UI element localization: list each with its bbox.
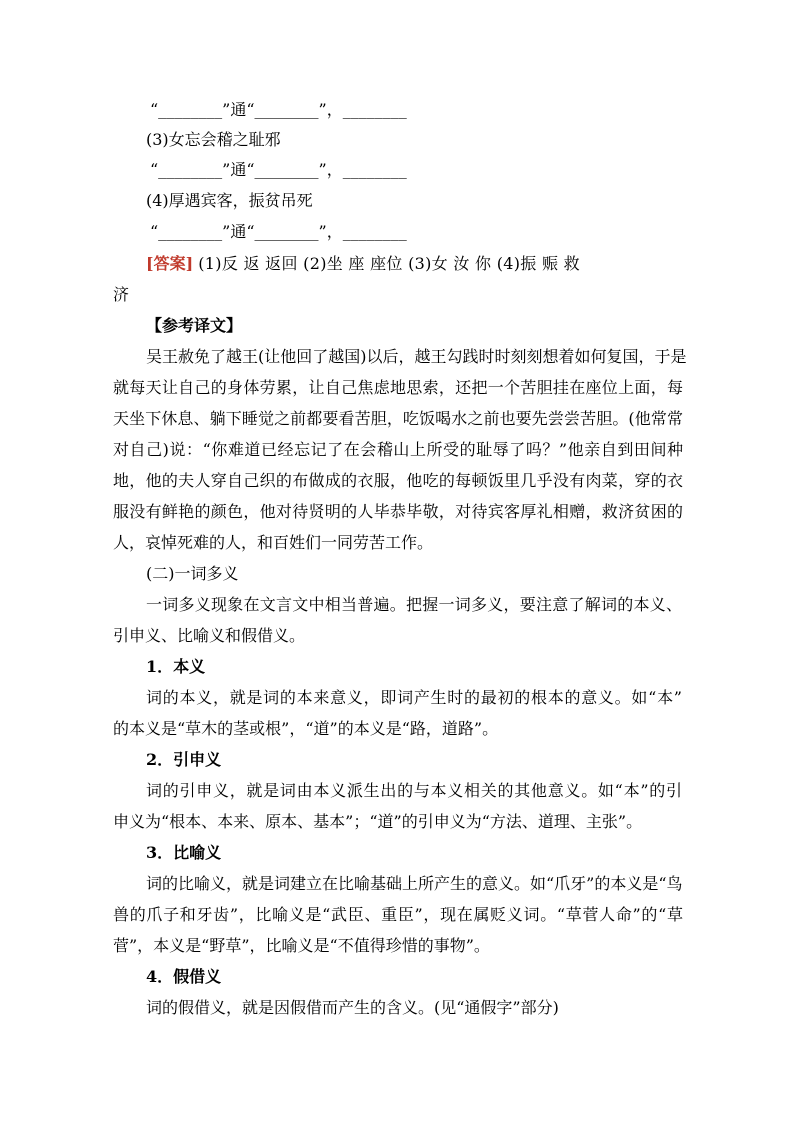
paragraph-line: 一词多义现象在文言文中相当普遍。把握一词多义，要注意了解词的本义、 xyxy=(146,595,682,614)
translation-line: 天坐下休息、躺下睡觉之前都要看苦胆，吃饭喝水之前也要先尝尝苦胆。(他常常 xyxy=(113,409,683,428)
translation-line: 服没有鲜艳的颜色，他对待贤明的人毕恭毕敬，对待宾客厚礼相赠，救济贫困的 xyxy=(113,502,683,521)
answer-tag: [答案] xyxy=(146,254,194,273)
subsection-title: 4．假借义 xyxy=(146,967,222,986)
paragraph-line: 的本义是“草木的茎或根”，“道”的本义是“路，道路”。 xyxy=(113,719,499,738)
paragraph-line: 词的比喻义，就是词建立在比喻基础上所产生的意义。如“爪牙”的本义是“鸟 xyxy=(146,874,683,893)
translation-line: 对自己)说：“你难道已经忘记了在会稽山上所受的耻辱了吗？”他亲自到田间种 xyxy=(113,440,683,459)
paragraph-line: 菅”，本义是“野草”，比喻义是“不值得珍惜的事物”。 xyxy=(113,936,490,955)
subsection-title: 2．引申义 xyxy=(146,750,222,769)
paragraph-line: 词的引申义，就是词由本义派生出的与本义相关的其他意义。如“本”的引 xyxy=(146,781,682,800)
question-item-3: (3)女忘会稽之耻邪 xyxy=(146,130,281,149)
translation-heading: 【参考译文】 xyxy=(146,316,243,335)
blank-fill-line: “________”通“________”，________ xyxy=(150,222,407,241)
answer-text: (1)反 返 返回 (2)坐 座 座位 (3)女 汝 你 (4)振 赈 救 xyxy=(198,254,580,273)
blank-fill-line: “________”通“________”，________ xyxy=(150,160,407,179)
blank-fill-line: “________”通“________”，________ xyxy=(150,100,407,119)
question-item-4: (4)厚遇宾客，振贫吊死 xyxy=(146,191,313,210)
translation-line: 吴王赦免了越王(让他回了越国)以后，越王勾践时时刻刻想着如何复国，于是 xyxy=(146,347,687,366)
paragraph-line: 兽的爪子和牙齿”，比喻义是“武臣、重臣”，现在属贬义词。“草菅人命”的“草 xyxy=(113,905,683,924)
translation-line: 地，他的夫人穿自己织的布做成的衣服，他吃的每顿饭里几乎没有肉菜，穿的衣 xyxy=(113,471,683,490)
translation-line: 人，哀悼死难的人，和百姓们一同劳苦工作。 xyxy=(113,533,434,552)
answer-continuation: 济 xyxy=(113,285,130,304)
paragraph-line: 词的假借义，就是因假借而产生的含义。(见“通假字”部分) xyxy=(146,998,559,1017)
paragraph-line: 词的本义，就是词的本来意义，即词产生时的最初的根本的意义。如“本” xyxy=(146,688,682,707)
translation-line: 就每天让自己的身体劳累，让自己焦虑地思索，还把一个苦胆挂在座位上面，每 xyxy=(113,378,683,397)
paragraph-line: 申义为“根本、本来、原本、基本”；“道”的引申义为“方法、道理、主张”。 xyxy=(113,812,643,831)
paragraph-line: 引申义、比喻义和假借义。 xyxy=(113,626,306,645)
subsection-title: 1．本义 xyxy=(146,657,206,676)
subsection-title: 3．比喻义 xyxy=(146,843,222,862)
answer-line xyxy=(146,254,682,274)
section-heading: (二)一词多义 xyxy=(146,564,239,583)
